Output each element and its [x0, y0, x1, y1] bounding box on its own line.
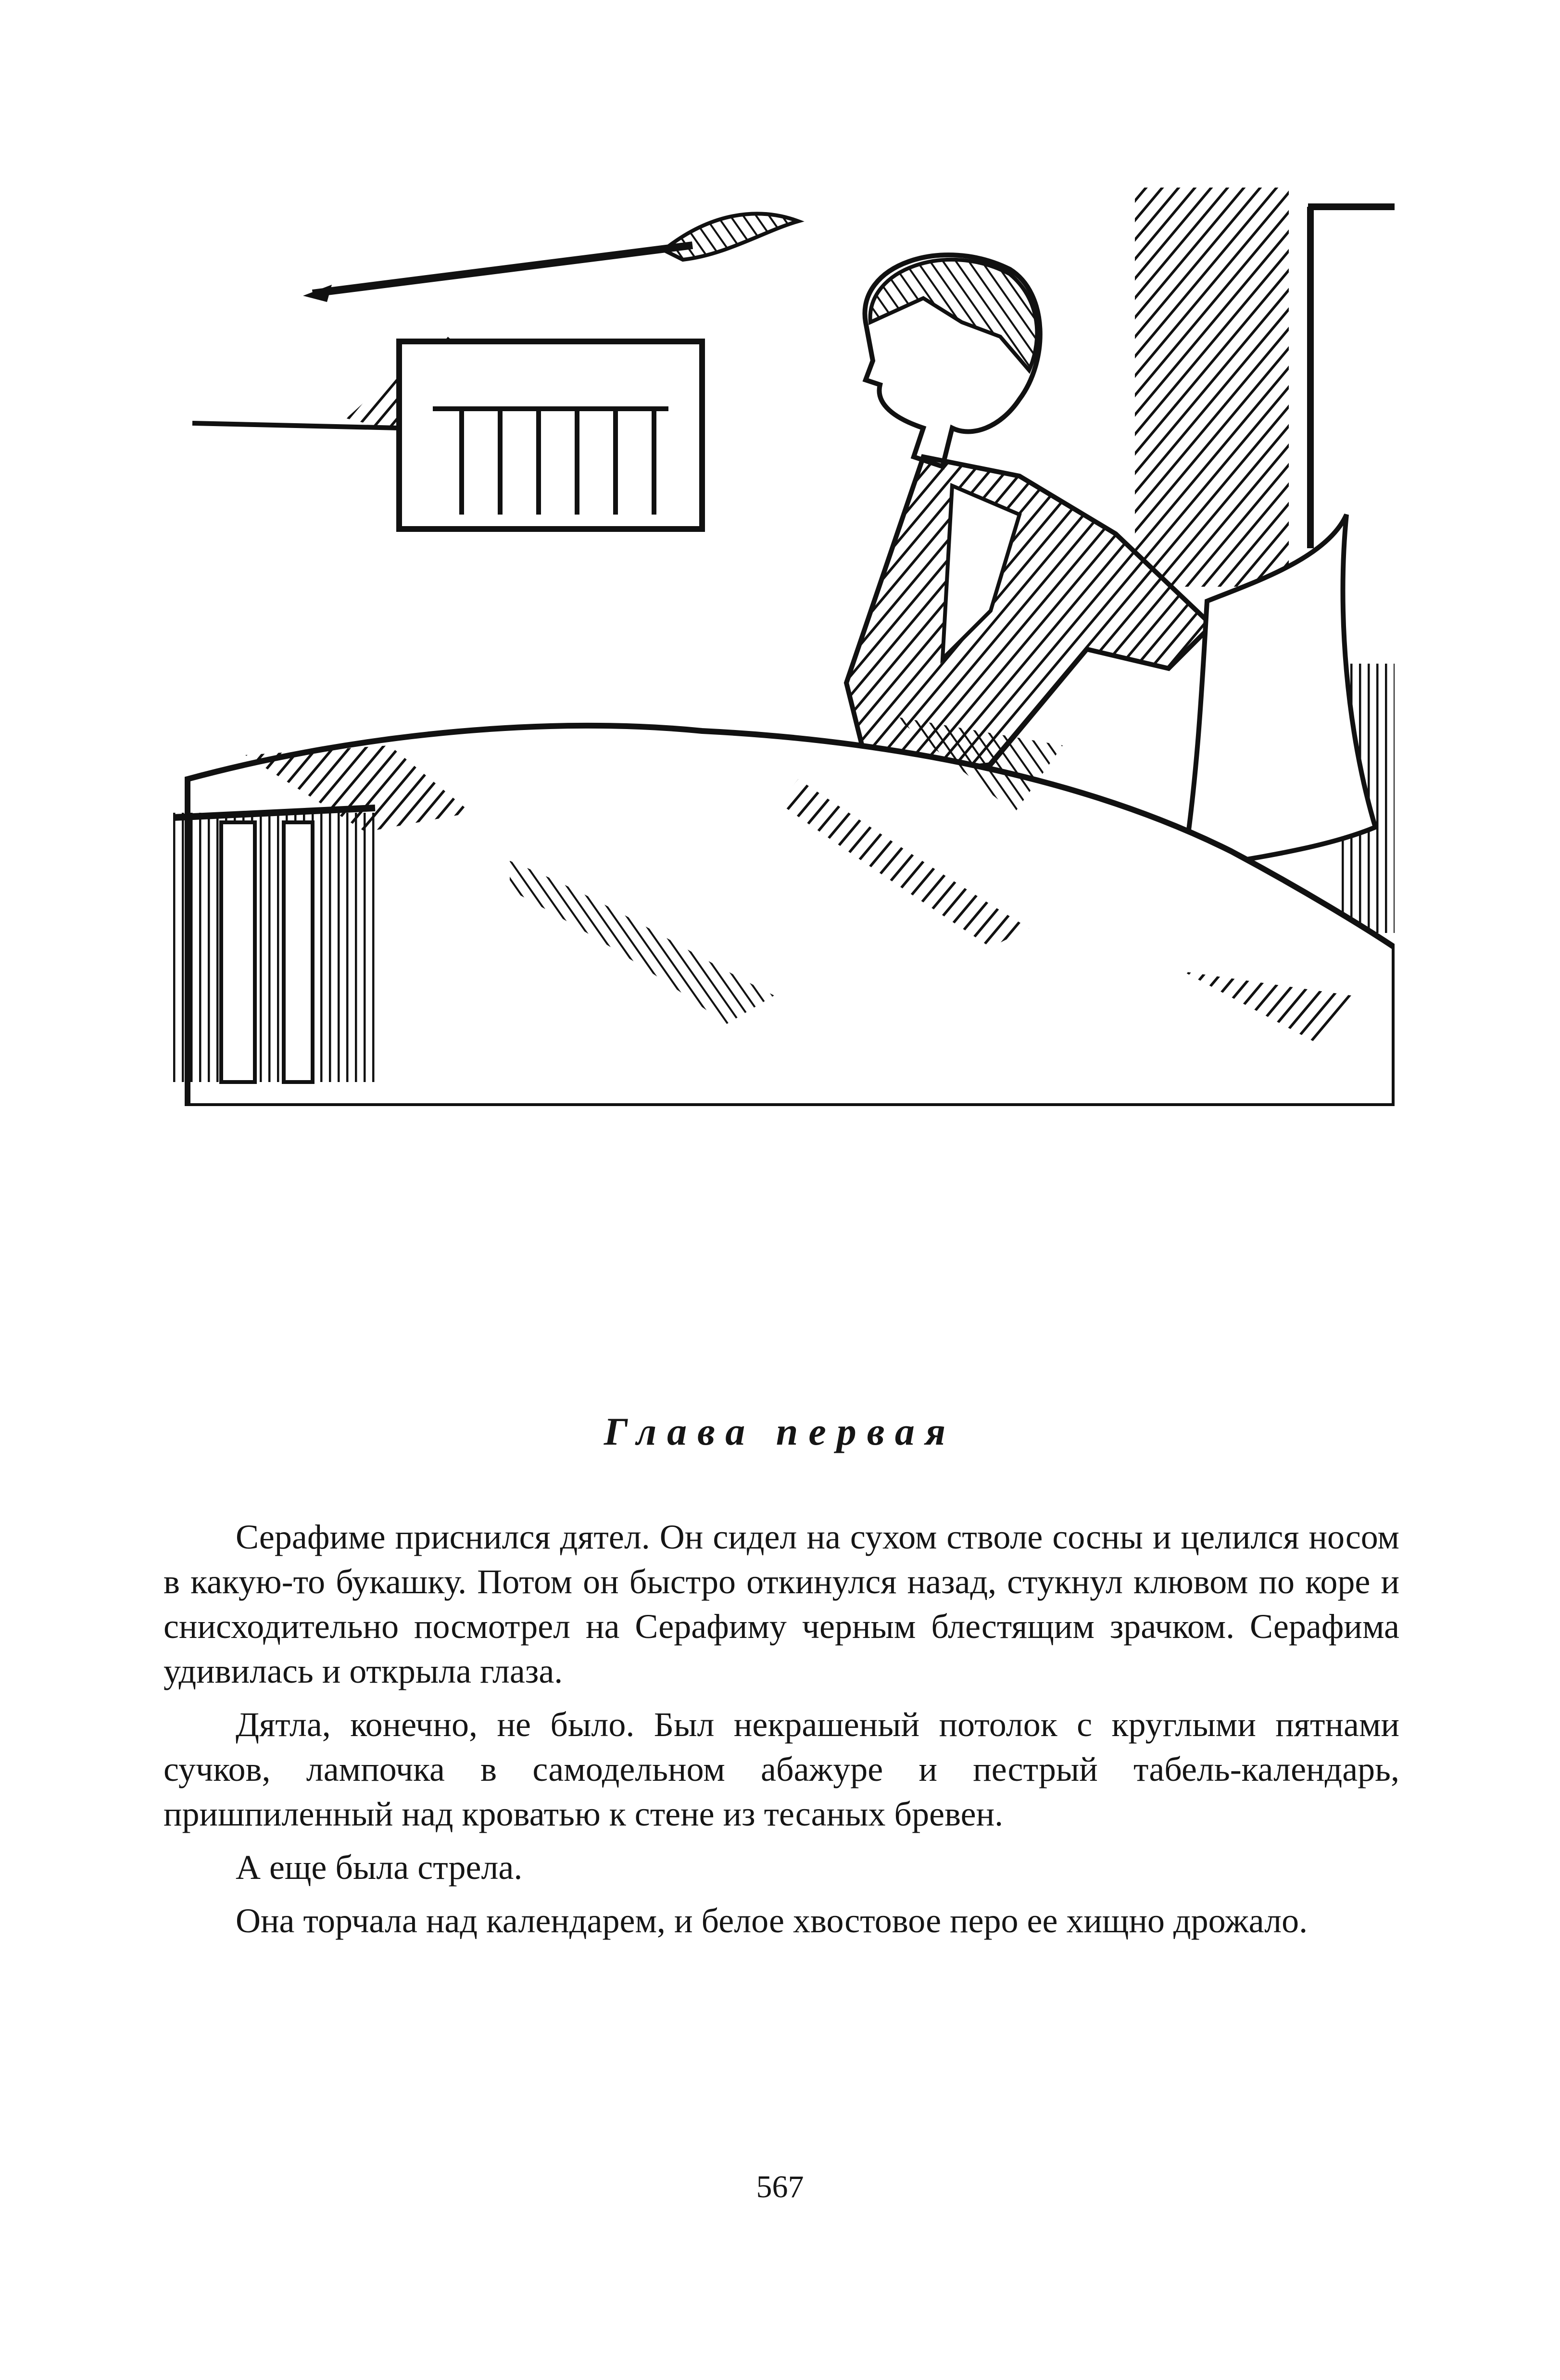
- chapter-text: [164, 1515, 1399, 1952]
- chapter-illustration: [173, 178, 1395, 1106]
- paragraph: Серафиме приснился дятел. Он сидел на сухом стволе сосны и целился носом в какую-то букашку. Потом он быстро откинулся назад, стукнул клювом по коре и снисходительно посмотрел на Серафиму черным блестящим зрачком. Серафима удивилась и открыла глаза.: [164, 1518, 1399, 1690]
- page-number: 567: [756, 2169, 804, 2204]
- chapter-title: Глава первая: [604, 1410, 956, 1453]
- arrow-drawing: [303, 214, 798, 302]
- calendar-drawing: [399, 341, 702, 529]
- paragraph: Она торчала над календарем, и белое хвостовое перо ее хищно дрожало.: [236, 1901, 1308, 1940]
- bed-post-drawing: [173, 808, 375, 1082]
- paragraph: А еще была стрела.: [236, 1848, 523, 1887]
- paragraph: Дятла, конечно, не было. Был некрашеный потолок с круглыми пятнами сучков, лампочка в самодельном абажуре и пестрый табель-календарь, пришпиленный над кроватью к стене из тесаных бревен.: [164, 1705, 1399, 1833]
